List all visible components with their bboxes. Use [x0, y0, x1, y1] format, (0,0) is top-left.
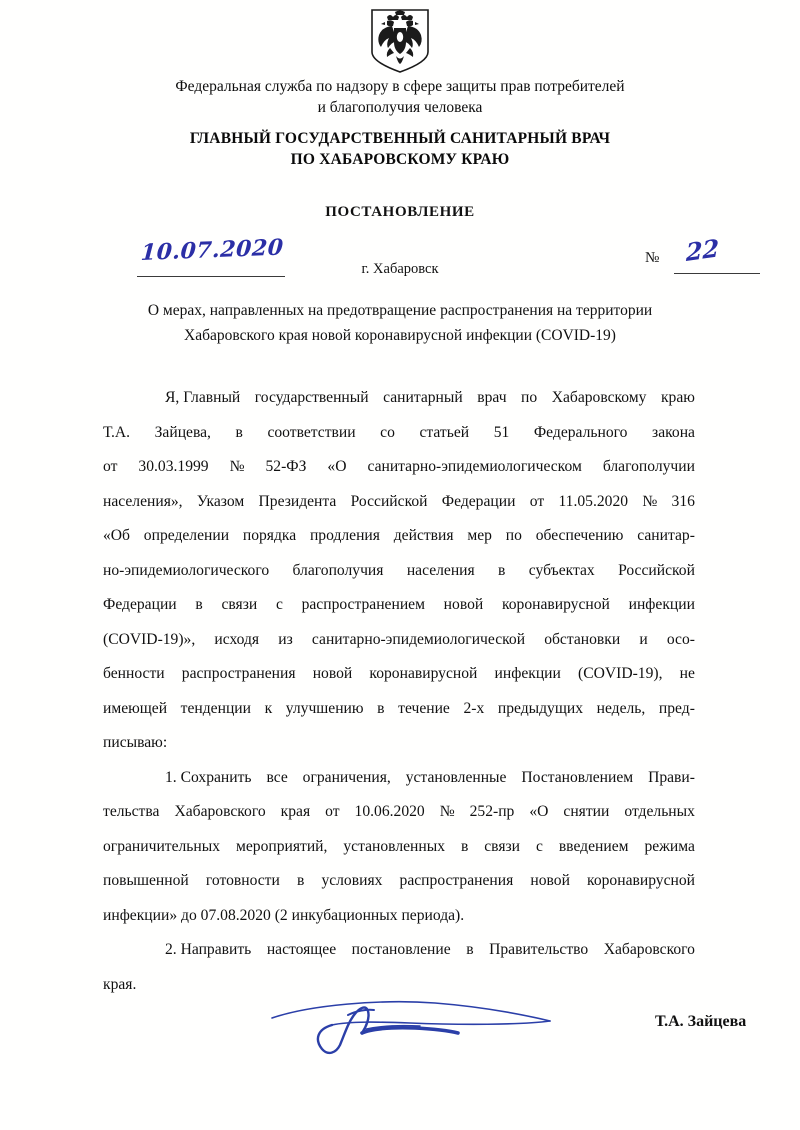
text-line: инфекции» до 07.08.2020 (2 инкубационных периода).: [103, 906, 465, 924]
text-line: но-эпидемиологического благополучия населения в субъектах Российской: [103, 561, 695, 579]
organization-line-2: и благополучия человека: [317, 99, 483, 116]
text-line: писываю:: [103, 734, 168, 751]
document-type-heading: ПОСТАНОВЛЕНИЕ: [325, 204, 475, 220]
text-line: населения», Указом Президента Российской Федерации от 11.05.2020 № 316: [103, 492, 695, 510]
text-line: бенности распространения новой коронавирусной инфекции (COVID-19), не: [103, 665, 695, 682]
text-line: имеющей тенденции к улучшению в течение 2-х предыдущих недель, пред-: [103, 699, 695, 717]
authority-line-2: ПО ХАБАРОВСКОМУ КРАЮ: [290, 151, 510, 168]
text-line: Федерации в связи с распространением новой коронавирусной инфекции: [103, 596, 695, 613]
signature-area: [0, 985, 800, 1080]
authority-title: [100, 128, 700, 170]
signatory-name: Т.А. Зайцева: [655, 1013, 747, 1030]
paragraph-item-1: [103, 761, 695, 934]
text-line: ограничительных мероприятий, установленных в связи с введением режима: [103, 837, 695, 855]
text-line: Т.А. Зайцева, в соответствии со статьей 51 Федерального закона: [103, 423, 695, 441]
city-label: г. Хабаровск: [361, 261, 439, 277]
number-handwritten: 22: [686, 233, 720, 267]
russian-coat-of-arms-icon: [368, 8, 432, 74]
number-underline: [674, 273, 760, 274]
text-line: 1. Сохранить все ограничения, установленные Постановлением Прави-: [165, 768, 695, 786]
text-line: от 30.03.1999 № 52-ФЗ «О санитарно-эпидемиологическом благополучии: [103, 458, 695, 475]
handwritten-signature-icon: [270, 985, 630, 1065]
date-handwritten: 10.07.2020: [140, 234, 285, 266]
text-line: «Об определении порядка продления действия мер по обеспечению санитар-: [103, 527, 695, 544]
text-line: края.: [103, 975, 137, 993]
number-label: №: [645, 250, 660, 266]
text-line: повышенной готовности в условиях распространения новой коронавирусной: [103, 872, 695, 889]
subject-line-1: О мерах, направленных на предотвращение распространения на территории: [147, 302, 653, 319]
text-line: Я, Главный государственный санитарный врач по Хабаровскому краю: [165, 389, 695, 406]
organization-name: [100, 76, 700, 118]
emblem-container: [0, 8, 800, 74]
document-body: [103, 381, 695, 1002]
organization-line-1: Федеральная служба по надзору в сфере защиты прав потребителей: [175, 78, 625, 95]
text-line: (COVID-19)», исходя из санитарно-эпидемиологической обстановки и осо-: [103, 630, 695, 648]
paragraph-preamble: [103, 381, 695, 761]
subject-line-2: Хабаровского края новой коронавирусной инфекции (COVID-19): [184, 327, 616, 344]
document-subject: [110, 298, 690, 348]
text-line: 2. Направить настоящее постановление в Правительство Хабаровского: [165, 941, 695, 958]
text-line: тельства Хабаровского края от 10.06.2020 № 252-пр «О снятии отдельных: [103, 803, 695, 820]
authority-line-1: ГЛАВНЫЙ ГОСУДАРСТВЕННЫЙ САНИТАРНЫЙ ВРАЧ: [189, 130, 611, 147]
